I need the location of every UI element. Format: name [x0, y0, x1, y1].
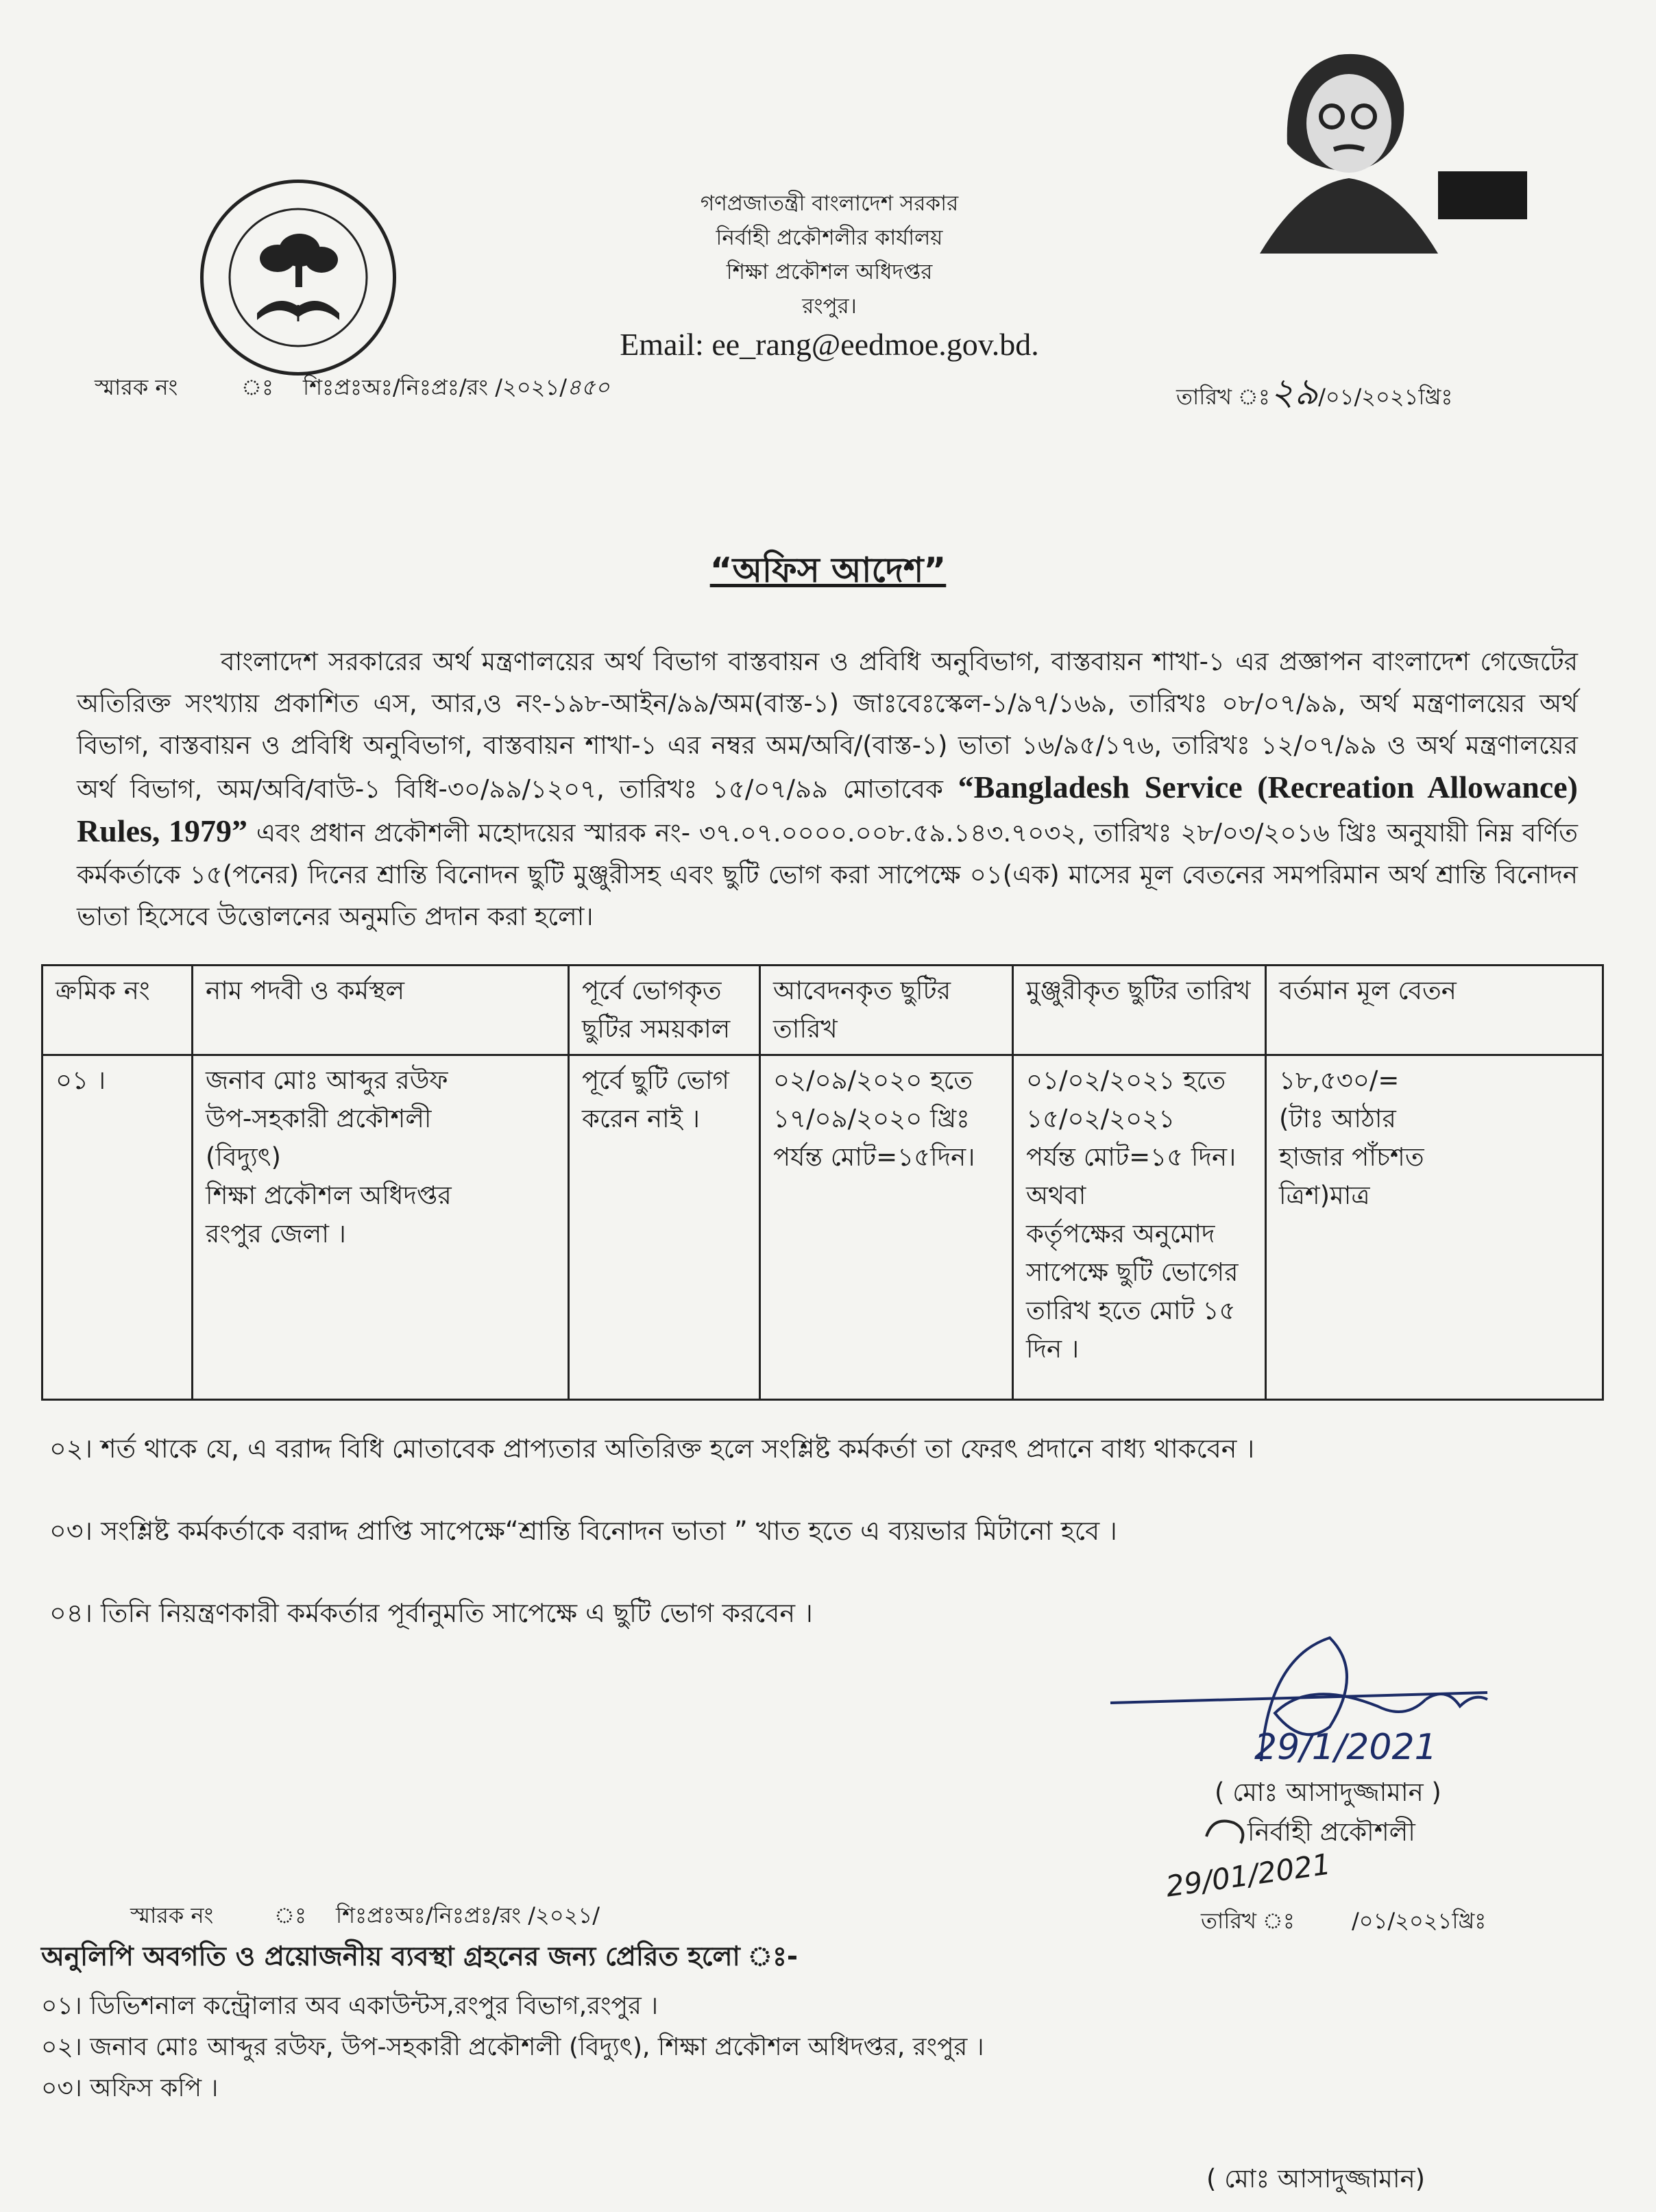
cell-serial: ০১ ।: [42, 1055, 193, 1400]
memo-date-rest: /০১/২০২১খ্রিঃ: [1318, 384, 1453, 410]
memo2-number: শিঃপ্রঃঅঃ/নিঃপ্রঃ/রং /২০২১/: [336, 1902, 600, 1928]
cc-label: অনুলিপি অবগতি ও প্রয়োজনীয় ব্যবস্থা গ্রহনের জন্য প্রেরিত হলো ঃ-: [41, 1941, 799, 1972]
body-paragraph: [77, 641, 1578, 937]
cell-basic-pay: ১৮,৫৩০/= (টাঃ আঠার হাজার পাঁচশত ত্রিশ)মাত্র: [1266, 1055, 1603, 1400]
header-previous-leave: পূর্বে ভোগকৃত ছুটির সময়কাল: [569, 966, 760, 1055]
memo-number-printed: শিঃপ্রঃঅঃ/নিঃপ্রঃ/রং /২০২১/: [303, 374, 567, 400]
memo-date: [1176, 363, 1452, 425]
memo-label: স্মারক নং: [95, 374, 178, 400]
cell-previous-leave: পূর্বে ছুটি ভোগ করেন নাই ।: [569, 1055, 760, 1400]
memo2-label: স্মারক নং: [130, 1902, 214, 1928]
signatory-name: ( মোঃ আসাদুজ্জামান ): [1215, 1778, 1441, 1807]
rules-name: “Bangladesh Service (Recreation Allowance) Rules, 1979”: [77, 770, 1578, 848]
table-header-row: [42, 966, 1603, 1055]
header-applied-date: আবেদনকৃত ছুটির তারিখ: [760, 966, 1013, 1055]
document-title: “অফিস আদেশ”: [709, 550, 947, 590]
initial-date: 29/01/2021: [1163, 1847, 1333, 1904]
point-03: ০৩। সংশ্লিষ্ট কর্মকর্তাকে বরাদ্দ প্রাপ্তি সাপেক্ষে“শ্রান্তি বিনোদন ভাতা ” খাত হতে এ ব্যয়ভার মিটানো হবে ।: [49, 1516, 1117, 1546]
memo-separator: ঃ: [241, 374, 274, 400]
signature-date: 29/1/2021: [1254, 1727, 1437, 1768]
header-office: নির্বাহী প্রকৌশলীর কার্যালয়: [716, 225, 943, 250]
cc-item-03: ০৩। অফিস কপি ।: [41, 2074, 219, 2102]
header-department: শিক্ষা প্রকৌশল অধিদপ্তর: [726, 260, 933, 284]
memo-date-label: তারিখ ঃ: [1176, 384, 1270, 410]
memo-number-handwritten: ৪৫০: [567, 374, 610, 400]
cc-item-01: ০১। ডিভিশনাল কন্ট্রোলার অব একাউন্টস,রংপুর বিভাগ,রংপুর ।: [41, 1992, 659, 2020]
header-email: Email: ee_rang@eedmoe.gov.bd.: [620, 327, 1039, 362]
header-sanctioned-date: মুঞ্জুরীকৃত ছুটির তারিখ: [1013, 966, 1266, 1055]
cc-item-02: ০২। জনাব মোঃ আব্দুর রউফ, উপ-সহকারী প্রকৌশলী (বিদ্যুৎ), শিক্ষা প্রকৌশল অধিদপ্তর, রংপুর ।: [41, 2033, 984, 2061]
header-serial: ক্রমিক নং: [42, 966, 193, 1055]
mujib-centenary-emblem: [1219, 27, 1541, 254]
header-government: গণপ্রজাতন্ত্রী বাংলাদেশ সরকার: [700, 191, 959, 216]
memo2-date-label: তারিখ ঃ: [1201, 1908, 1295, 1934]
cell-applied-date: ০২/০৯/২০২০ হতে ১৭/০৯/২০২০ খ্রিঃ পর্যন্ত মোট=১৫দিন।: [760, 1055, 1013, 1400]
point-04: ০৪। তিনি নিয়ন্ত্রণকারী কর্মকর্তার পূর্বানুমতি সাপেক্ষে এ ছুটি ভোগ করবেন ।: [49, 1598, 813, 1628]
memo-number: [303, 370, 609, 407]
signatory-designation: নির্বাহী প্রকৌশলী: [1247, 1817, 1415, 1847]
body-part2: এবং প্রধান প্রকৌশলী মহোদয়ের স্মারক নং- ৩৭.০৭.০০০০.০০৮.৫৯.১৪৩.৭০৩২, তারিখঃ ২৮/০৩/২০১৬ খ্রিঃ অনুযায়ী নিম্ন বর্ণিত কর্মকর্তাকে ১৫(পনের) দিনের শ্রান্তি বিনোদন ছুটি মুঞ্জুরীসহ এবং ছুটি ভোগ করা সাপেক্ষে ০১(এক) মাসের মূল বেতনের সমপরিমান অর্থ শ্রান্তি বিনোদন ভাতা হিসেবে উত্তোলনের অনুমতি প্রদান করা হলো।: [77, 818, 1579, 931]
institution-seal: [200, 180, 396, 376]
header-name: নাম পদবী ও কর্মস্থল: [193, 966, 569, 1055]
table-row: [42, 1055, 1603, 1400]
header-city: রংপুর।: [802, 294, 857, 319]
leave-table: [41, 964, 1604, 1401]
footer-name: ( মোঃ আসাদুজ্জামান): [1206, 2164, 1426, 2193]
memo2-separator: ঃ: [274, 1902, 307, 1928]
point-02: ০২। শর্ত থাকে যে, এ বরাদ্দ বিধি মোতাবেক প্রাপ্যতার অতিরিক্ত হলে সংশ্লিষ্ট কর্মকর্তা তা ফেরৎ প্রদানে বাধ্য থাকবেন ।: [49, 1434, 1255, 1464]
cell-name: জনাব মোঃ আব্দুর রউফ উপ-সহকারী প্রকৌশলী (বিদ্যুৎ) শিক্ষা প্রকৌশল অধিদপ্তর রংপুর জেলা ।: [193, 1055, 569, 1400]
memo-date-handwritten: ২৯: [1269, 370, 1319, 413]
body-part1: বাংলাদেশ সরকারের অর্থ মন্ত্রণালয়ের অর্থ বিভাগ বাস্তবায়ন ও প্রবিধি অনুবিভাগ, বাস্তবায়ন শাখা-১ এর প্রজ্ঞাপন বাংলাদেশ গেজেটের অতিরিক্ত সংখ্যায় প্রকাশিত এস, আর,ও নং-১৯৮-আইন/৯৯/অম(বাস্ত-১) জাঃবেঃস্কেল-১/৯৭/১৬৯, তারিখঃ ০৮/০৭/৯৯, অর্থ মন্ত্রণালয়ের অর্থ বিভাগ, বাস্তবায়ন ও প্রবিধি অনুবিভাগ, বাস্তবায়ন শাখা-১ এর নম্বর অম/অবি/(বাস্ত-১) ভাতা ১৬/৯৫/১৭৬, তারিখঃ ১২/০৭/৯৯ ও অর্থ মন্ত্রণালয়ের অর্থ বিভাগ, অম/অবি/বাউ-১ বিধি-৩০/৯৯/১২০৭, তারিখঃ ১৫/০৭/৯৯ মোতাবেক: [77, 647, 1578, 804]
header-basic-pay: বর্তমান মূল বেতন: [1266, 966, 1603, 1055]
cell-sanctioned-date: ০১/০২/২০২১ হতে ১৫/০২/২০২১ পর্যন্ত মোট=১৫ দিন। অথবা কর্তৃপক্ষের অনুমোদ সাপেক্ষে ছুটি ভোগের তারিখ হতে মোট ১৫ দিন ।: [1013, 1055, 1266, 1400]
memo2-date: /০১/২০২১খ্রিঃ: [1352, 1908, 1487, 1934]
